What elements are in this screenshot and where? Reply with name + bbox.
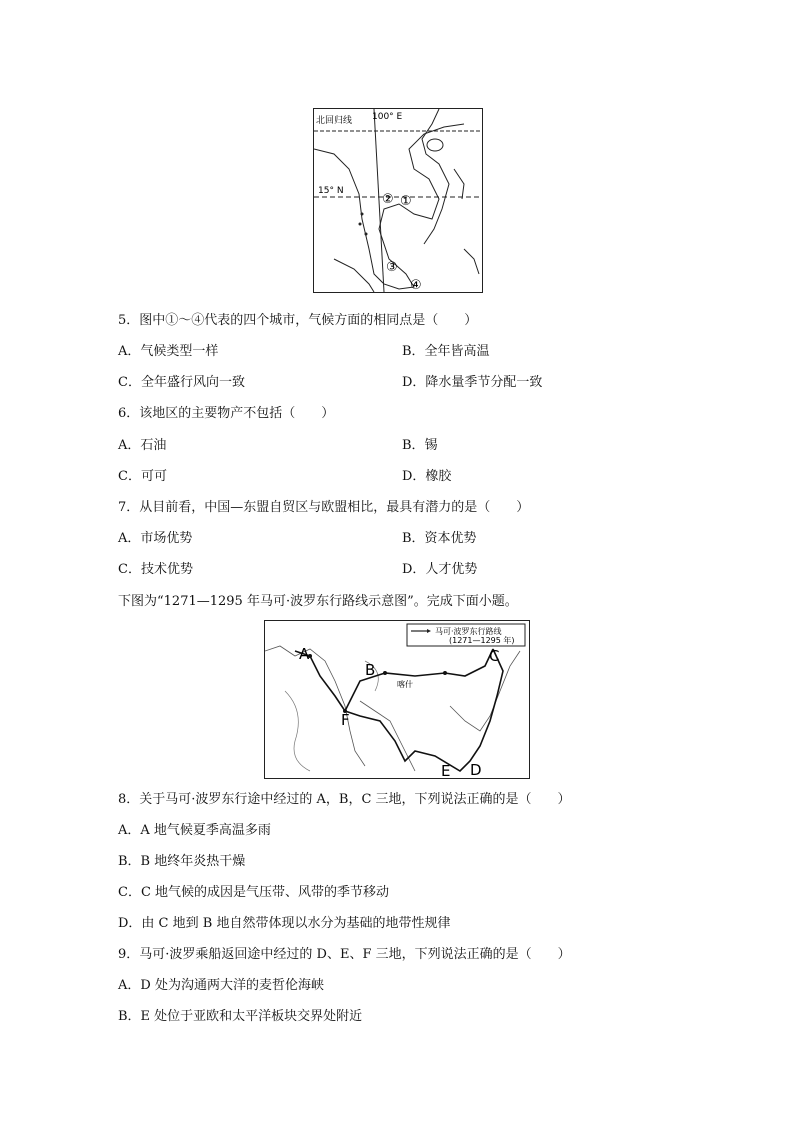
point-f-label: F bbox=[341, 711, 350, 729]
question-6-stem: 6．该地区的主要物产不包括（ ） bbox=[118, 406, 335, 421]
question-7-option-c: C．技术优势 bbox=[118, 562, 193, 577]
route-stop bbox=[383, 671, 387, 675]
city-1-marker: ① bbox=[400, 194, 412, 209]
philippines-coast bbox=[454, 169, 464, 199]
coastline-arabia bbox=[285, 691, 310, 771]
question-8-option-d: D．由 C 地到 B 地自然带体现以水分为基础的地带性规律 bbox=[118, 916, 451, 931]
question-8-stem: 8．关于马可·波罗东行途中经过的 A，B，C 三地，下列说法正确的是（ ） bbox=[118, 792, 571, 807]
question-7-stem: 7．从目前看，中国—东盟自贸区与欧盟相比，最具有潜力的是（ ） bbox=[118, 500, 530, 515]
question-5-option-c: C．全年盛行风向一致 bbox=[118, 375, 245, 390]
southeast-asia-map-drawing bbox=[314, 109, 482, 292]
kashgar-label: 喀什 bbox=[397, 680, 413, 689]
question-6-option-d: D．橡胶 bbox=[402, 469, 452, 484]
outbound-route bbox=[295, 649, 493, 711]
question-8-option-b: B．B 地终年炎热干燥 bbox=[118, 854, 246, 869]
question-8-option-a: A．A 地气候夏季高温多雨 bbox=[118, 823, 271, 838]
latitude-label: 15° N bbox=[318, 186, 344, 196]
point-e-label: E bbox=[441, 762, 451, 778]
question-5-option-d: D．降水量季节分配一致 bbox=[402, 375, 543, 390]
marco-polo-route-map bbox=[264, 620, 530, 779]
longitude-label: 100° E bbox=[372, 112, 403, 122]
island-dot bbox=[361, 213, 364, 216]
sumatra-coast bbox=[334, 259, 374, 292]
point-c-label: C bbox=[489, 647, 500, 665]
marco-polo-route-map-drawing bbox=[265, 621, 529, 778]
point-d-label: D bbox=[470, 761, 482, 778]
coastline-west bbox=[265, 646, 365, 766]
city-4-marker: ④ bbox=[410, 278, 422, 292]
coastline-india bbox=[360, 701, 415, 771]
question-8-option-c: C．C 地气候的成因是气压带、风带的季节移动 bbox=[118, 885, 390, 900]
question-9-option-b: B．E 处位于亚欧和太平洋板块交界处附近 bbox=[118, 1009, 363, 1024]
question-7-option-b: B．资本优势 bbox=[402, 531, 477, 546]
route-stop bbox=[443, 671, 447, 675]
city-3-marker: ③ bbox=[386, 260, 398, 275]
question-9-stem: 9．马可·波罗乘船返回途中经过的 D、E、F 三地，下列说法正确的是（ ） bbox=[118, 947, 571, 962]
map-intro-text: 下图为“1271—1295 年马可·波罗东行路线示意图”。完成下面小题。 bbox=[118, 594, 518, 609]
island-dot bbox=[359, 223, 362, 226]
question-7-option-d: D．人才优势 bbox=[402, 562, 478, 577]
legend-title: 马可·波罗东行路线 bbox=[435, 627, 502, 636]
coastline-east-asia bbox=[450, 651, 520, 731]
question-5-option-a: A．气候类型一样 bbox=[118, 344, 219, 359]
borneo-coast bbox=[464, 249, 479, 274]
question-6-option-b: B．锡 bbox=[402, 438, 438, 453]
question-5-option-b: B．全年皆高温 bbox=[402, 344, 490, 359]
hainan-island bbox=[427, 139, 443, 151]
island-dot bbox=[365, 233, 368, 236]
legend-years: (1271—1295 年) bbox=[449, 636, 515, 645]
question-5-stem: 5．图中①～④代表的四个城市，气候方面的相同点是（ ） bbox=[118, 313, 478, 328]
point-b-label: B bbox=[365, 661, 376, 679]
question-7-option-a: A．市场优势 bbox=[118, 531, 193, 546]
question-6-option-a: A．石油 bbox=[118, 438, 167, 453]
question-9-option-a: A．D 处为沟通两大洋的麦哲伦海峡 bbox=[118, 978, 324, 993]
question-6-option-c: C．可可 bbox=[118, 469, 167, 484]
tropic-label: 北回归线 bbox=[316, 116, 353, 126]
southeast-asia-map bbox=[313, 108, 483, 293]
point-a-label: A bbox=[299, 645, 310, 663]
city-2-marker: ② bbox=[382, 192, 394, 207]
